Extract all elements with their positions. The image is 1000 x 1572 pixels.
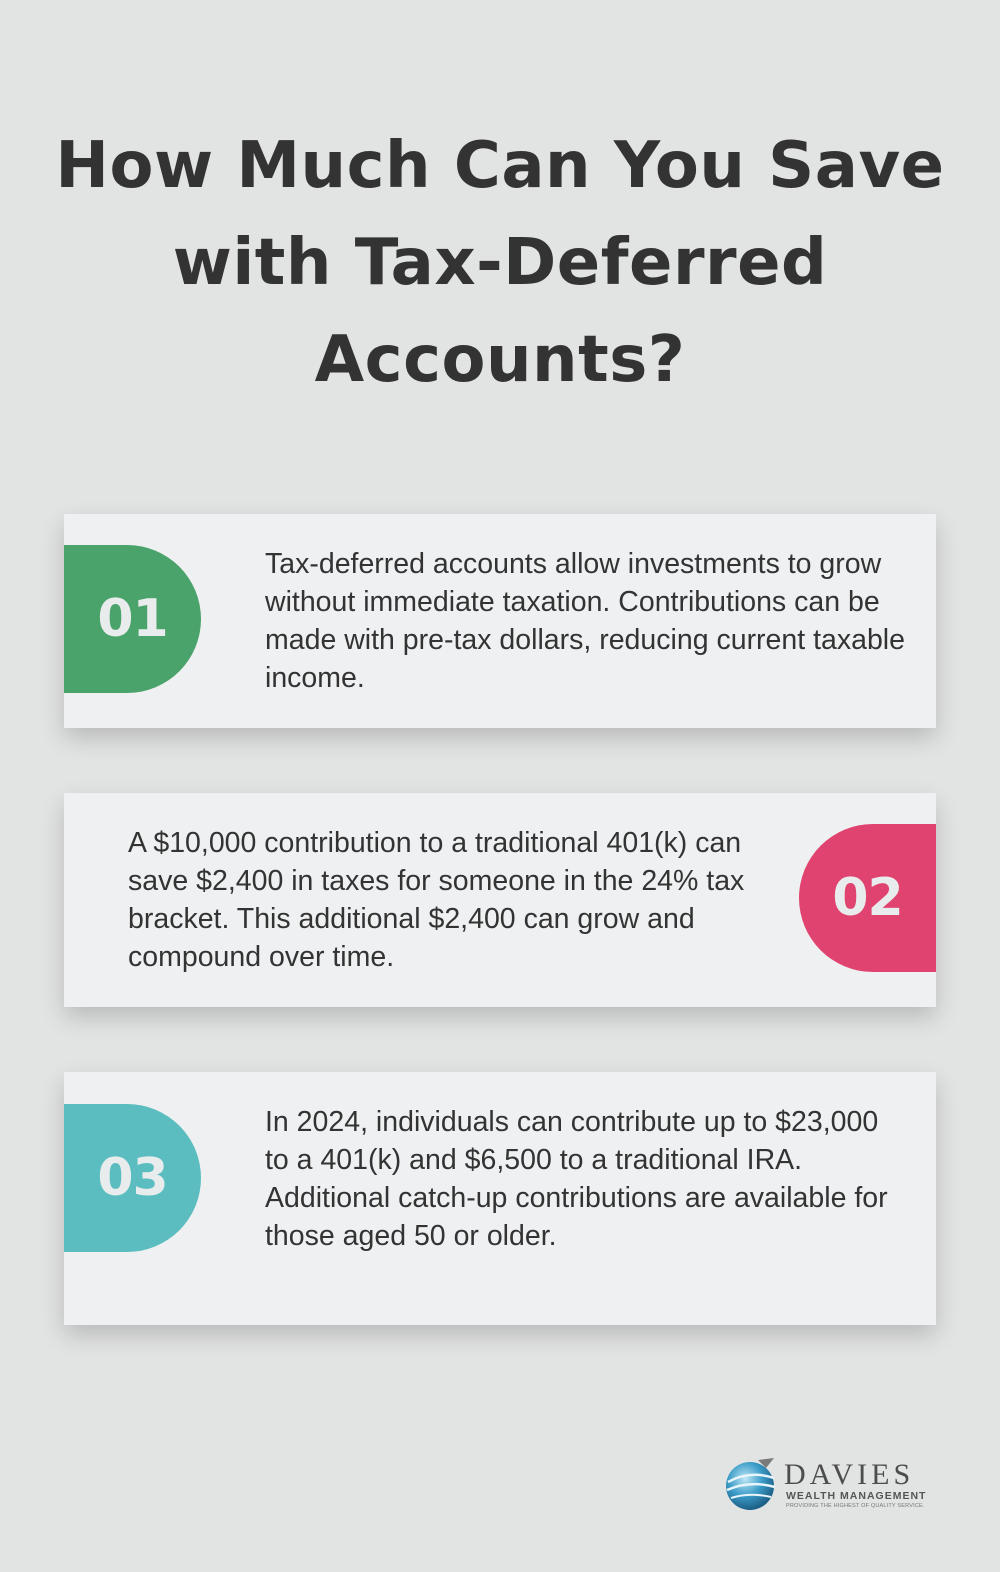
company-logo (720, 1452, 936, 1518)
step-badge-3: 03 (64, 1104, 201, 1252)
card-text-1: Tax-deferred accounts allow investments to grow without immediate taxation. Contributions can be made with pre-tax dollars, reducing current taxable income. (265, 548, 905, 694)
step-badge-1: 01 (64, 545, 201, 693)
info-card-1 (64, 514, 936, 728)
logo-name: DAVIES (784, 1458, 915, 1491)
globe-icon (722, 1456, 778, 1512)
info-card-3 (64, 1072, 936, 1325)
logo-subtitle: WEALTH MANAGEMENT (786, 1490, 927, 1502)
step-badge-2: 02 (799, 824, 936, 972)
card-text-3: In 2024, individuals can contribute up to $23,000 to a 401(k) and $6,500 to a traditional IRA. Additional catch-up contributions are available for those aged 50 or older. (265, 1106, 888, 1252)
card-text-2: A $10,000 contribution to a traditional 401(k) can save $2,400 in taxes for someone in the 24% tax bracket. This additional $2,400 can grow and compound over time. (128, 827, 745, 973)
info-card-2 (64, 793, 936, 1007)
page-title: How Much Can You Save with Tax-Deferred Accounts? (55, 129, 945, 397)
logo-tagline: PROVIDING THE HIGHEST OF QUALITY SERVICE. (786, 1503, 925, 1509)
